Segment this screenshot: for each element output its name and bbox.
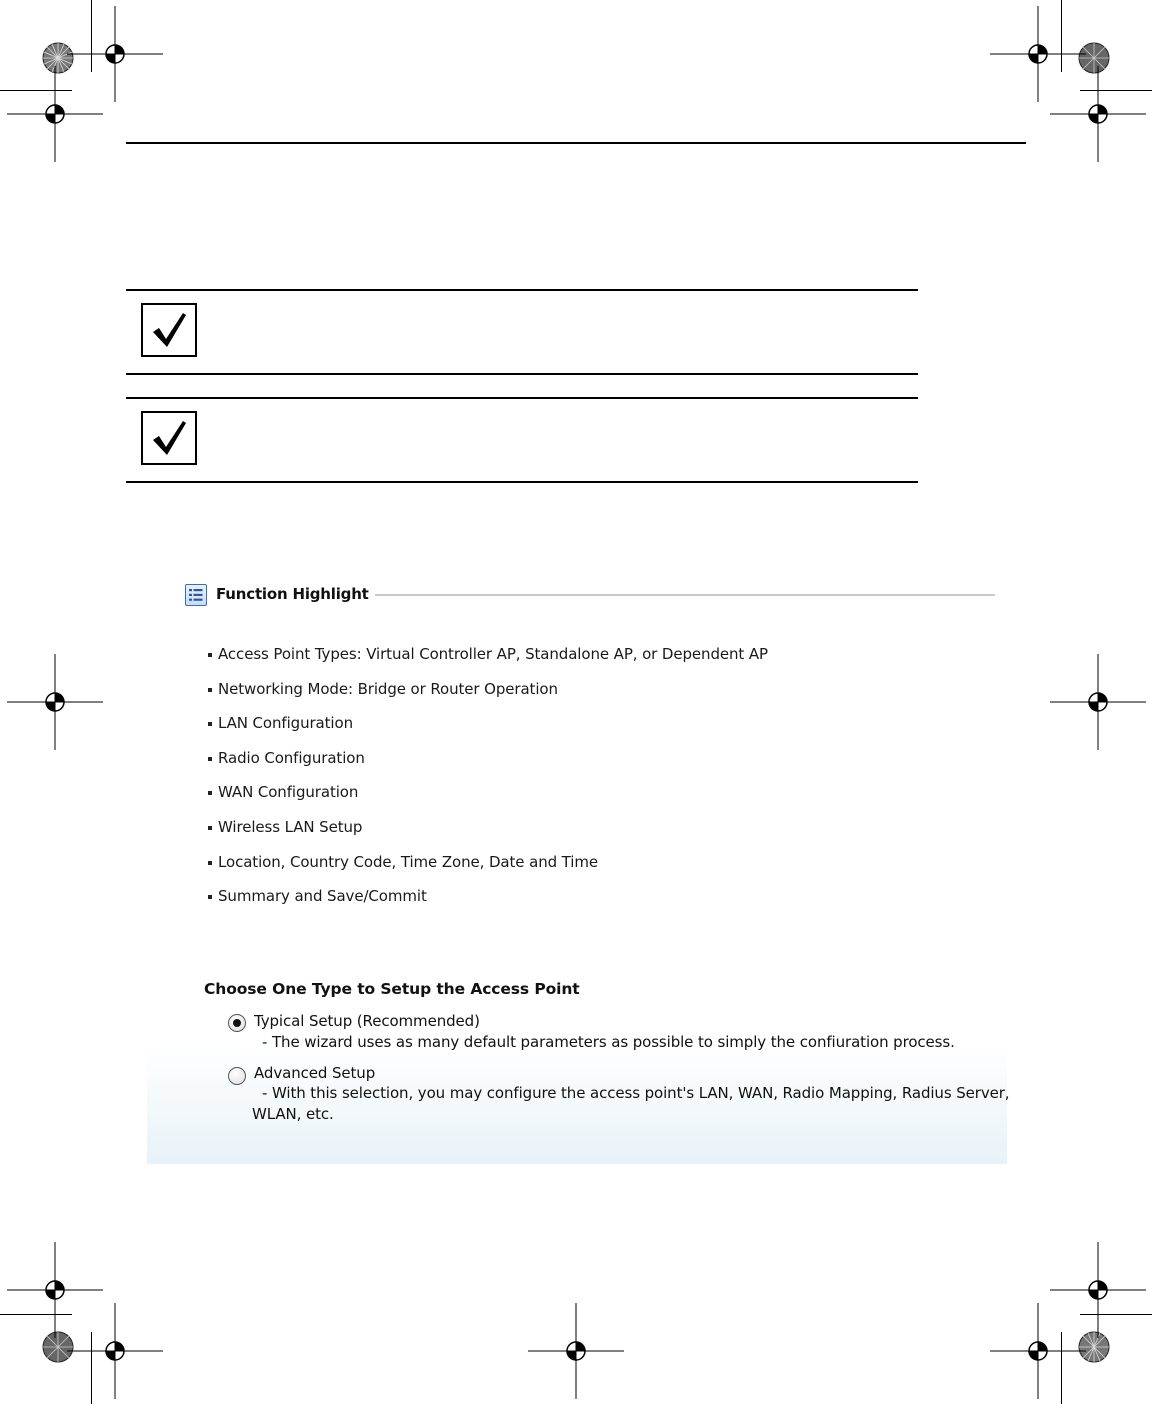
trim-line [1061, 0, 1062, 72]
typical-setup-radio[interactable] [228, 1014, 246, 1032]
trim-line [0, 90, 72, 91]
crosshair-target-icon [7, 66, 103, 162]
note-box [126, 289, 918, 375]
advanced-setup-description: - With this selection, you may configure the access point's LAN, WAN, Radio Mapping, Radius Server, [262, 1084, 1010, 1102]
list-icon [185, 584, 207, 606]
radio-selected-dot [233, 1019, 241, 1027]
wizard-screenshot-panel [147, 568, 1010, 1164]
advanced-setup-label[interactable]: Advanced Setup [254, 1064, 376, 1082]
trim-line [1080, 90, 1152, 91]
trim-line [1061, 1332, 1062, 1404]
list-item: Summary and Save/Commit [207, 887, 768, 922]
crosshair-target-icon [528, 1303, 624, 1399]
setup-type-heading: Choose One Type to Setup the Access Point [204, 980, 580, 998]
note-box [126, 397, 918, 483]
checkmark-icon [141, 303, 197, 357]
list-item: LAN Configuration [207, 714, 768, 749]
typical-setup-description: - The wizard uses as many default parameters as possible to simply the confiuration process. [262, 1033, 955, 1051]
list-item: Networking Mode: Bridge or Router Operation [207, 680, 768, 715]
feature-list [207, 645, 768, 922]
section-divider [375, 594, 995, 596]
crosshair-target-icon [7, 654, 103, 750]
trim-line [0, 1314, 72, 1315]
advanced-setup-radio[interactable] [228, 1067, 246, 1085]
checkmark-icon [141, 411, 197, 465]
list-item: Location, Country Code, Time Zone, Date and Time [207, 853, 768, 888]
typical-setup-label[interactable]: Typical Setup (Recommended) [254, 1012, 480, 1030]
header-rule [126, 142, 1026, 144]
function-highlight-title: Function Highlight [216, 585, 369, 603]
trim-line [1080, 1314, 1152, 1315]
list-item: Radio Configuration [207, 749, 768, 784]
list-item: Access Point Types: Virtual Controller AP, Standalone AP, or Dependent AP [207, 645, 768, 680]
crosshair-target-icon [1050, 66, 1146, 162]
crosshair-target-icon [67, 1303, 163, 1399]
list-item: Wireless LAN Setup [207, 818, 768, 853]
list-item: WAN Configuration [207, 783, 768, 818]
advanced-setup-description-cont: WLAN, etc. [252, 1105, 334, 1123]
crosshair-target-icon [1050, 654, 1146, 750]
trim-line [91, 1332, 92, 1404]
crosshair-target-icon [990, 1303, 1086, 1399]
trim-line [91, 0, 92, 72]
